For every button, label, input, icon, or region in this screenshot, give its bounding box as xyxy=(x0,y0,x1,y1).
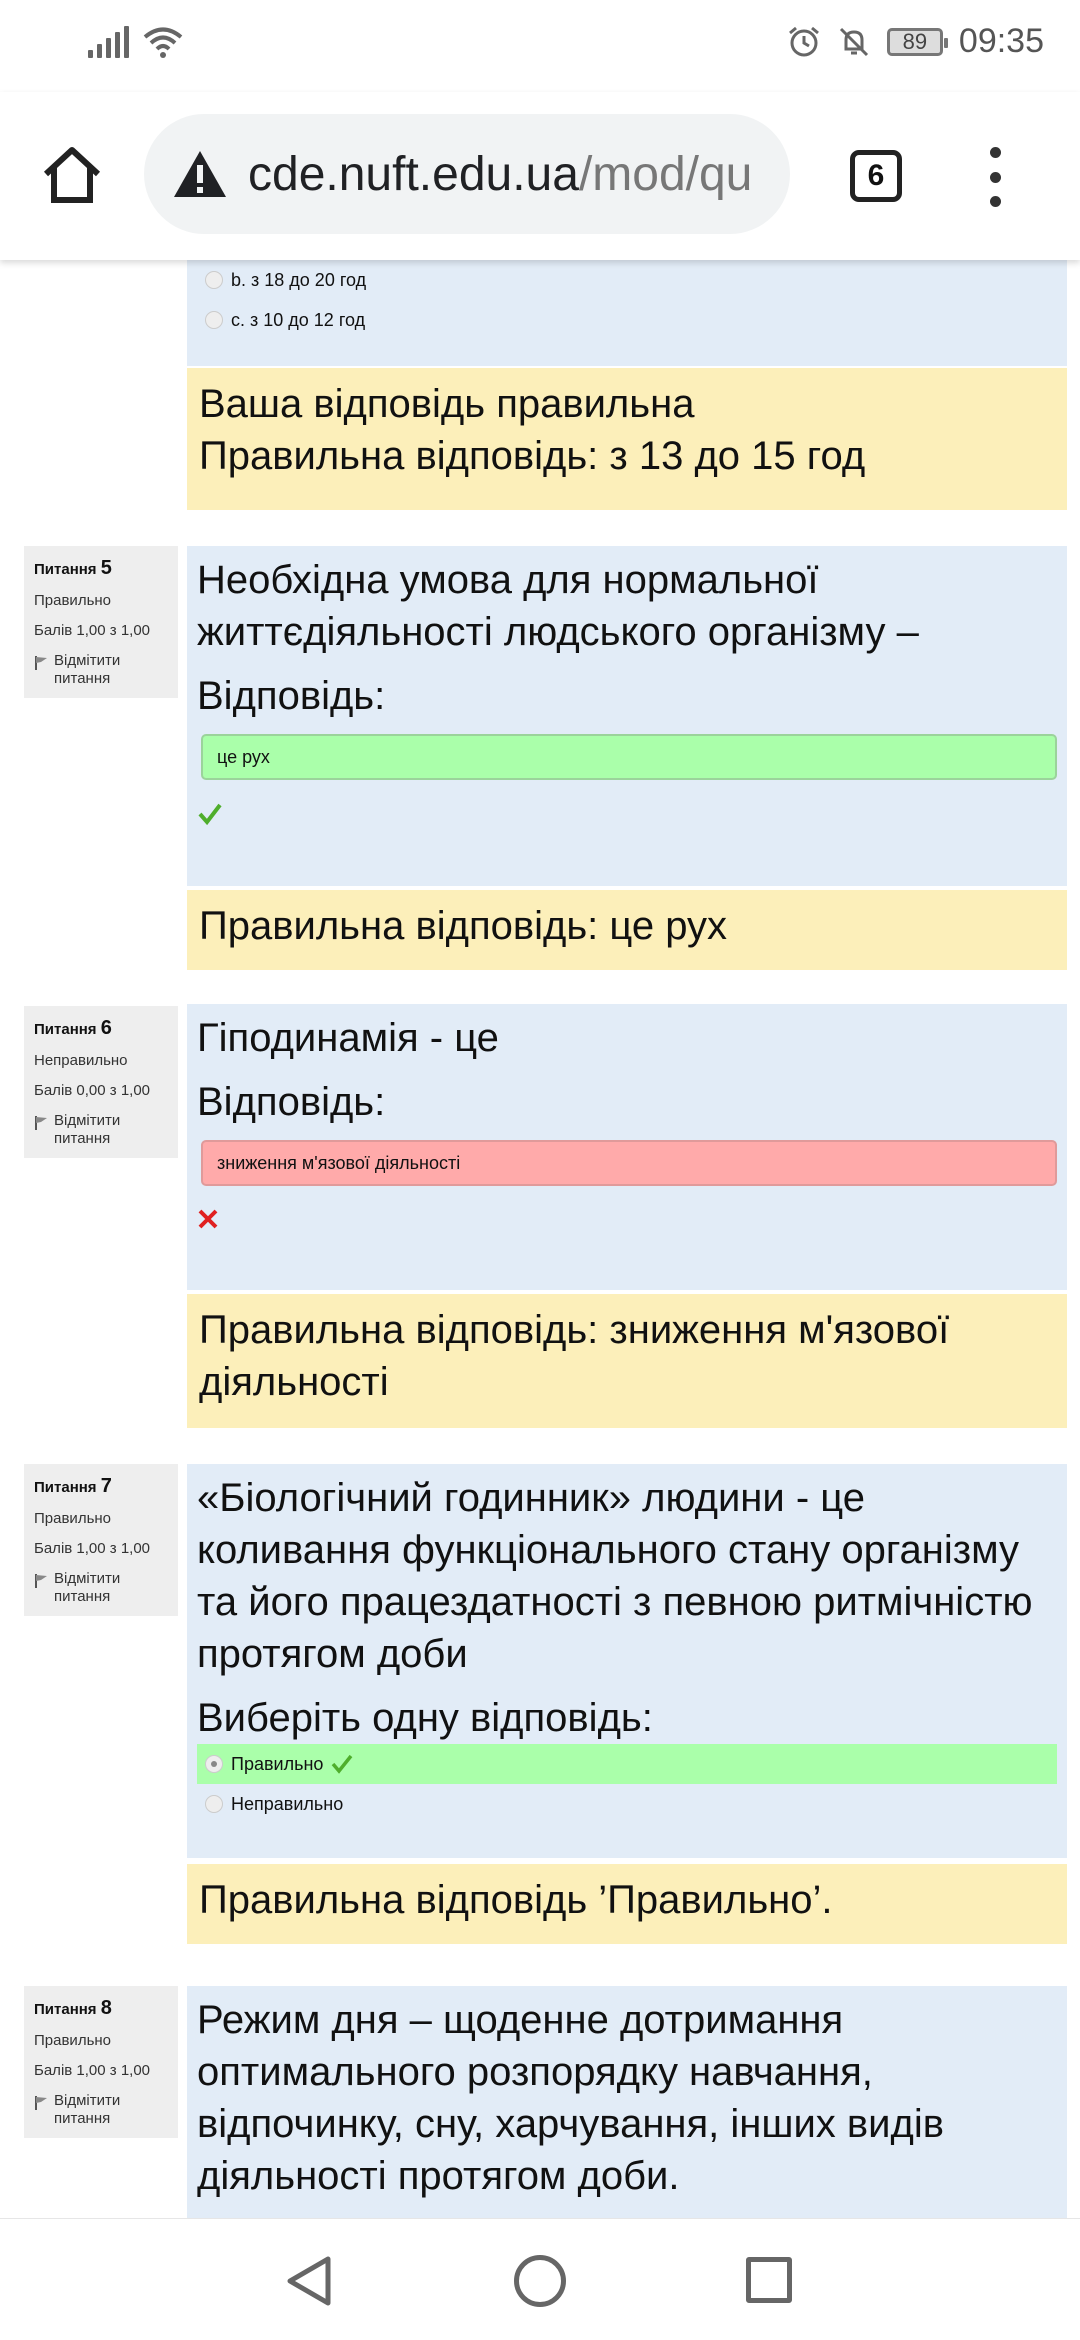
check-icon xyxy=(331,1754,353,1774)
flag-question-link[interactable]: Відмітити питання xyxy=(34,652,168,688)
question-state: Неправильно xyxy=(34,1052,128,1069)
question-grade: Балів 1,00 з 1,00 xyxy=(34,622,151,639)
option-label: Правильно xyxy=(231,1753,324,1774)
flag-question-link[interactable]: Відмітити питання xyxy=(34,2092,168,2128)
question-7-formulation xyxy=(187,1464,1067,1858)
question-4-feedback xyxy=(187,368,1067,510)
question-7-info xyxy=(24,1464,178,1616)
question-text: «Біологічний годинник» людини - це коливання функціонального стану організму та його працездатності з певною ритмічністю протягом доби xyxy=(197,1476,1033,1676)
question-text: Необхідна умова для нормальної життєдіяльності людського організму – xyxy=(197,558,919,654)
question-8-info xyxy=(24,1986,178,2138)
clock: 09:35 xyxy=(958,22,1044,60)
question-6-formulation xyxy=(187,1004,1067,1290)
answer-prompt: Відповідь: xyxy=(197,674,386,718)
flag-icon xyxy=(34,2095,48,2111)
alarm-icon xyxy=(787,25,821,59)
question-6-feedback: Правильна відповідь: зниження м'язової діяльності xyxy=(187,1294,1067,1428)
question-number: Питання 6 xyxy=(34,1017,112,1039)
question-5-formulation xyxy=(187,546,1067,886)
feedback-status: Ваша відповідь правильна xyxy=(199,382,695,426)
question-8-formulation xyxy=(187,1986,1067,2218)
browser-toolbar xyxy=(0,92,1080,260)
question-5-feedback: Правильна відповідь: це рух xyxy=(187,890,1067,970)
tab-switcher-button[interactable]: 6 xyxy=(850,150,902,202)
answer-prompt: Відповідь: xyxy=(197,1080,386,1124)
quiz-review-content[interactable] xyxy=(0,260,1080,2218)
recent-apps-icon[interactable] xyxy=(746,2257,792,2303)
wifi-icon xyxy=(143,26,183,58)
question-4-formulation xyxy=(187,260,1067,366)
battery-icon: 89 xyxy=(887,28,943,56)
url-path: /mod/qu xyxy=(578,147,753,201)
mute-bell-icon xyxy=(837,25,871,59)
url-host: cde.nuft.edu.ua xyxy=(248,147,579,201)
question-grade: Балів 0,00 з 1,00 xyxy=(34,1082,151,1099)
flag-icon xyxy=(34,1573,48,1589)
option-c xyxy=(197,300,1057,340)
question-state: Правильно xyxy=(34,2032,112,2049)
question-text: Гіподинамія - це xyxy=(197,1016,499,1060)
option-false[interactable] xyxy=(197,1784,1057,1824)
question-number: Питання 5 xyxy=(34,557,112,579)
question-5-info xyxy=(24,546,178,698)
question-7-feedback: Правильна відповідь ’Правильно’. xyxy=(187,1864,1067,1944)
back-icon[interactable] xyxy=(284,2255,334,2307)
home-icon[interactable] xyxy=(40,142,104,206)
question-state: Правильно xyxy=(34,1510,112,1527)
flag-icon xyxy=(34,655,48,671)
question-grade: Балів 1,00 з 1,00 xyxy=(34,1540,151,1557)
radio-button xyxy=(205,311,223,329)
option-true[interactable] xyxy=(197,1744,1057,1784)
flag-question-link[interactable]: Відмітити питання xyxy=(34,1570,168,1606)
question-6-info xyxy=(24,1006,178,1158)
flag-icon xyxy=(34,1115,48,1131)
home-nav-icon[interactable] xyxy=(514,2255,566,2307)
system-nav-bar xyxy=(0,2218,1080,2340)
status-bar xyxy=(0,0,1080,92)
signal-icon xyxy=(88,26,129,58)
radio-button[interactable] xyxy=(205,1795,223,1813)
question-number: Питання 8 xyxy=(34,1997,112,2019)
warning-icon[interactable] xyxy=(172,149,228,199)
question-grade: Балів 1,00 з 1,00 xyxy=(34,2062,151,2079)
option-label: c. з 10 до 12 год xyxy=(231,309,366,330)
check-icon xyxy=(197,802,1057,832)
answer-field[interactable]: це рух xyxy=(201,734,1057,780)
question-state: Правильно xyxy=(34,592,112,609)
option-label: Неправильно xyxy=(231,1793,344,1814)
option-b xyxy=(197,260,1057,300)
radio-button xyxy=(205,271,223,289)
question-number: Питання 7 xyxy=(34,1475,112,1497)
flag-question-link[interactable]: Відмітити питання xyxy=(34,1112,168,1148)
cross-icon xyxy=(197,1208,1057,1238)
question-text: Режим дня – щоденне дотримання оптимального розпорядку навчання, відпочинку, сну, харчування, інших видів діяльності протягом доби. xyxy=(197,1998,944,2198)
answer-field[interactable]: зниження м'язової діяльності xyxy=(201,1140,1057,1186)
option-label: b. з 18 до 20 год xyxy=(231,269,367,290)
overflow-menu-icon[interactable] xyxy=(986,147,1004,207)
radio-button[interactable] xyxy=(205,1755,223,1773)
answer-prompt: Виберіть одну відповідь: xyxy=(197,1696,653,1740)
address-bar[interactable] xyxy=(144,114,790,234)
feedback-correct-answer: Правильна відповідь: з 13 до 15 год xyxy=(199,434,866,478)
